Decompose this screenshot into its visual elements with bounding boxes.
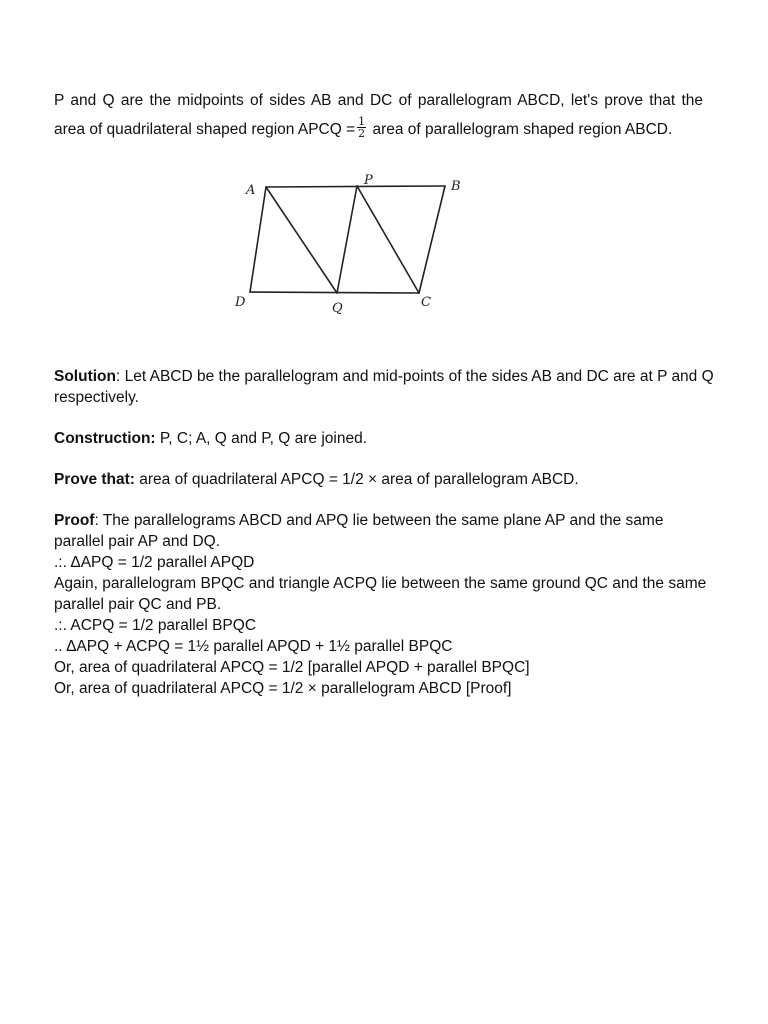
construction-text: P, C; A, Q and P, Q are joined. (155, 430, 368, 447)
prove-that-label: Prove that: (54, 471, 135, 488)
side-bc (419, 186, 445, 293)
parallelogram-figure (230, 166, 490, 326)
solution-text: : Let ABCD be the parallelogram and mid-points of the sides AB and DC are at P and Q respectively. (54, 368, 714, 406)
side-da (250, 187, 266, 292)
fraction-denominator: 2 (358, 127, 366, 141)
prove-that-text: area of quadrilateral APCQ = 1/2 × area of parallelogram ABCD. (134, 471, 579, 488)
proof-line: .:. ΔAPQ = 1/2 parallel APQD (54, 554, 255, 571)
proof-line: .. ΔAPQ + ACPQ = 1½ parallel APQD + 1½ parallel BPQC (54, 638, 453, 655)
vertex-label-a: A (246, 183, 256, 198)
side-ab (266, 186, 445, 187)
construction-label: Construction: (54, 430, 156, 447)
proof-line: .:. ACPQ = 1/2 parallel BPQC (54, 617, 257, 634)
solution-label: Solution (54, 368, 116, 385)
statement-text-after: area of parallelogram shaped region ABCD. (368, 121, 673, 138)
solution-body (54, 366, 714, 699)
statement-text-before: P and Q are the midpoints of sides AB and DC of parallelogram ABCD, let's prove that the area of quadrilateral shaped region APCQ = (54, 92, 703, 138)
fraction-numerator: 1 (358, 115, 366, 129)
segment-pc (357, 186, 419, 293)
parallelogram-drawing (230, 166, 490, 326)
vertex-label-d: D (235, 295, 246, 310)
proof-first-line: : The parallelograms ABCD and APQ lie between the same plane AP and the same parallel pair AP and DQ. (54, 512, 664, 550)
segment-aq (266, 187, 337, 293)
proof-line: Or, area of quadrilateral APCQ = 1/2 [parallel APQD + parallel BPQC] (54, 659, 530, 676)
proof-paragraph (54, 510, 714, 552)
proof-label: Proof (54, 512, 95, 529)
proof-line: Again, parallelogram BPQC and triangle ACPQ lie between the same ground QC and the same parallel pair QC and PB. (54, 575, 707, 613)
solution-paragraph (54, 366, 714, 408)
proof-line: Or, area of quadrilateral APCQ = 1/2 × parallelogram ABCD [Proof] (54, 680, 512, 697)
vertex-label-p: P (364, 173, 373, 188)
side-cd (250, 292, 419, 293)
problem-statement (54, 86, 703, 144)
prove-that-paragraph (54, 469, 714, 490)
construction-paragraph (54, 428, 714, 449)
vertex-label-b: B (451, 179, 461, 194)
segment-pq (337, 186, 357, 293)
one-half-fraction (357, 116, 366, 139)
vertex-label-c: C (421, 295, 431, 310)
vertex-label-q: Q (332, 301, 343, 316)
